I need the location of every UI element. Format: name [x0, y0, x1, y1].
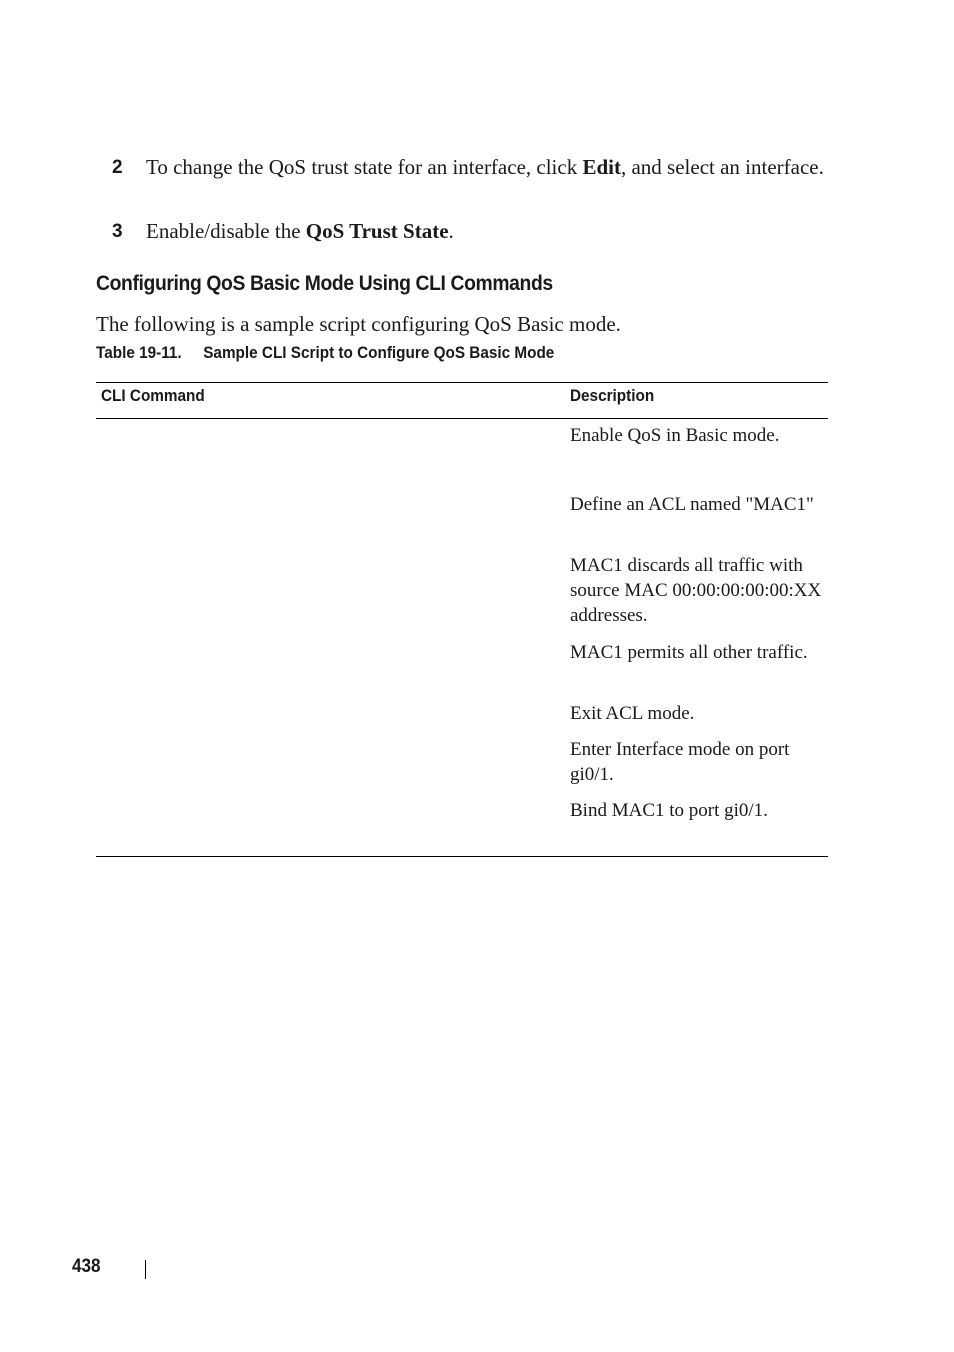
footer-divider — [145, 1260, 146, 1279]
table-row-description: Exit ACL mode. — [570, 703, 695, 724]
step-text-after: . — [448, 219, 454, 243]
step-text-before: Enable/disable the — [146, 219, 306, 243]
step-bold-term: Edit — [582, 155, 621, 179]
step-text-after: , and select an interface. — [620, 155, 824, 179]
column-header-cli-command: CLI Command — [101, 386, 205, 405]
table-header-rule — [96, 418, 828, 419]
table-row-description: Enable QoS in Basic mode. — [570, 425, 780, 446]
table-top-rule — [96, 382, 828, 383]
step-3 — [112, 218, 832, 245]
table-caption — [96, 343, 554, 363]
step-text — [146, 218, 832, 245]
column-header-description: Description — [570, 386, 655, 405]
step-2 — [112, 154, 832, 181]
table-row-description: MAC1 permits all other traffic. — [570, 642, 808, 663]
step-text-before: To change the QoS trust state for an interface, click — [146, 155, 583, 179]
step-number: 2 — [112, 157, 123, 178]
page-number: 438 — [72, 1256, 101, 1277]
table-bottom-rule — [96, 856, 828, 857]
table-row-description: Enter Interface mode on port gi0/1. — [570, 739, 790, 785]
step-text — [146, 154, 832, 181]
table-caption-number: Table 19-11. — [96, 343, 182, 362]
section-intro: The following is a sample script configuring QoS Basic mode. — [96, 312, 621, 336]
table-row-description: Define an ACL named "MAC1" — [570, 494, 814, 515]
table-caption-title: Sample CLI Script to Configure QoS Basic Mode — [203, 343, 555, 362]
table-row-description: MAC1 discards all traffic with source MAC 00:00:00:00:00:XX addresses. — [570, 555, 822, 626]
step-bold-term: QoS Trust State — [305, 219, 449, 243]
step-number: 3 — [112, 221, 123, 242]
table-row-description: Bind MAC1 to port gi0/1. — [570, 800, 768, 821]
section-heading: Configuring QoS Basic Mode Using CLI Commands — [96, 272, 553, 295]
